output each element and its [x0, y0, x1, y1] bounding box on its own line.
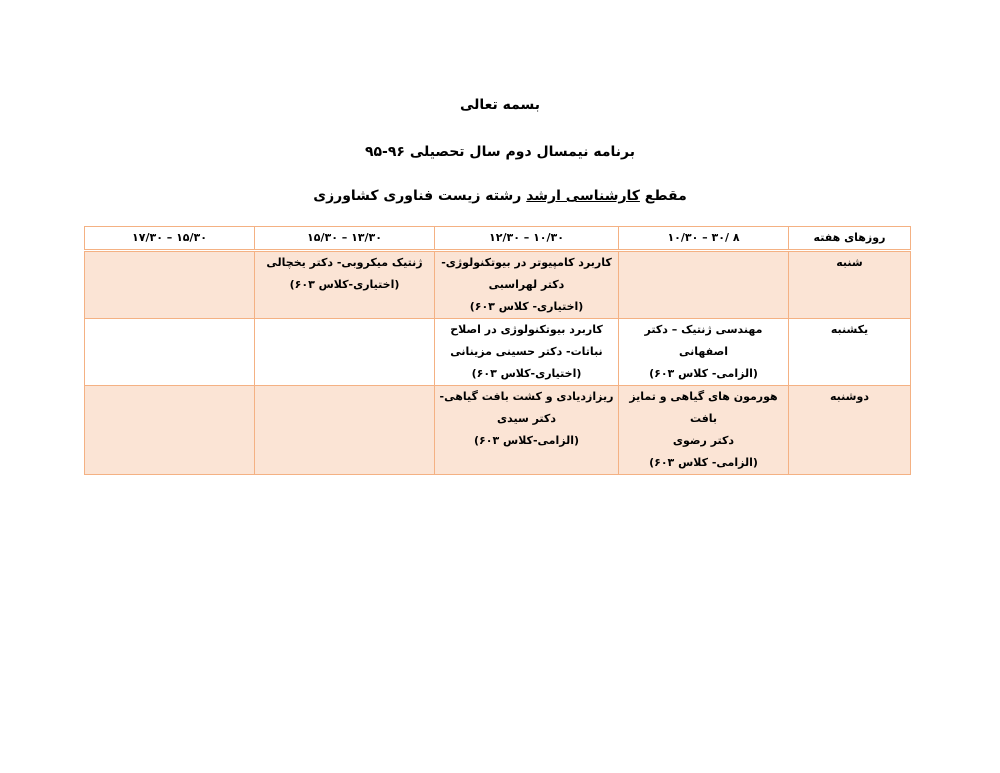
class-line: کاربرد کامپیوتر در بیوتکنولوژی-: [441, 256, 612, 269]
header-line-3-suffix: رشته زیست فناوری کشاورزی: [313, 188, 527, 204]
class-line: ژنتیک میکروبی- دکتر یخچالی: [266, 256, 423, 269]
class-line: دکتر سیدی: [497, 412, 556, 425]
class-line: (الزامی- کلاس ۶۰۳): [649, 456, 758, 469]
class-line: نباتات- دکتر حسینی مزینانی: [450, 345, 603, 358]
class-cell: [255, 386, 435, 475]
class-line: (اختیاری- کلاس ۶۰۳): [469, 300, 584, 313]
column-header: ۱۵/۳۰ – ۱۷/۳۰: [85, 227, 255, 251]
class-line: (الزامی- کلاس ۶۰۳): [649, 367, 758, 380]
column-header: ۱۰/۳۰ – ۱۲/۳۰: [435, 227, 619, 251]
class-line: مهندسی ژنتیک – دکتر اصفهانی: [644, 323, 763, 358]
header-line-3: [0, 186, 1000, 206]
day-cell: یکشنبه: [789, 319, 911, 386]
class-line: ریزازدیادی و کشت بافت گیاهی-: [439, 390, 614, 403]
column-header: ۱۳/۳۰ – ۱۵/۳۰: [255, 227, 435, 251]
table-header-row: [85, 227, 911, 251]
header-line-3-degree: کارشناسی ارشد: [526, 188, 640, 204]
header-line-1: بسمه تعالی: [459, 97, 541, 113]
class-cell: [619, 386, 789, 475]
table-row: [85, 319, 911, 386]
table-row: [85, 386, 911, 475]
class-cell: [619, 251, 789, 319]
day-cell: شنبه: [789, 251, 911, 319]
class-line: هورمون های گیاهی و تمایز بافت: [629, 390, 778, 425]
class-line: کاربرد بیوتکنولوژی در اصلاح: [450, 323, 603, 336]
class-cell: [85, 386, 255, 475]
class-line: (اختیاری-کلاس ۶۰۳): [289, 278, 400, 291]
header-line-3-prefix: مقطع: [639, 188, 687, 204]
class-line: دکتر لهراسبی: [488, 278, 565, 291]
header-line-2: برنامه نیمسال دوم سال تحصیلی ۹۶-۹۵: [364, 144, 636, 160]
class-cell: [255, 319, 435, 386]
class-cell: [435, 319, 619, 386]
class-cell: [85, 251, 255, 319]
class-line: (اختیاری-کلاس ۶۰۳): [471, 367, 582, 380]
class-cell: [435, 251, 619, 319]
schedule-table: [84, 226, 911, 475]
class-cell: [85, 319, 255, 386]
class-cell: [255, 251, 435, 319]
table-row: [85, 251, 911, 319]
class-line: (الزامی-کلاس ۶۰۳): [474, 434, 579, 447]
class-cell: [619, 319, 789, 386]
column-header: روزهای هفته: [789, 227, 911, 251]
class-line: دکتر رضوی: [672, 434, 735, 447]
class-cell: [435, 386, 619, 475]
column-header: ۸ /۳۰ – ۱۰/۳۰: [619, 227, 789, 251]
day-cell: دوشنبه: [789, 386, 911, 475]
